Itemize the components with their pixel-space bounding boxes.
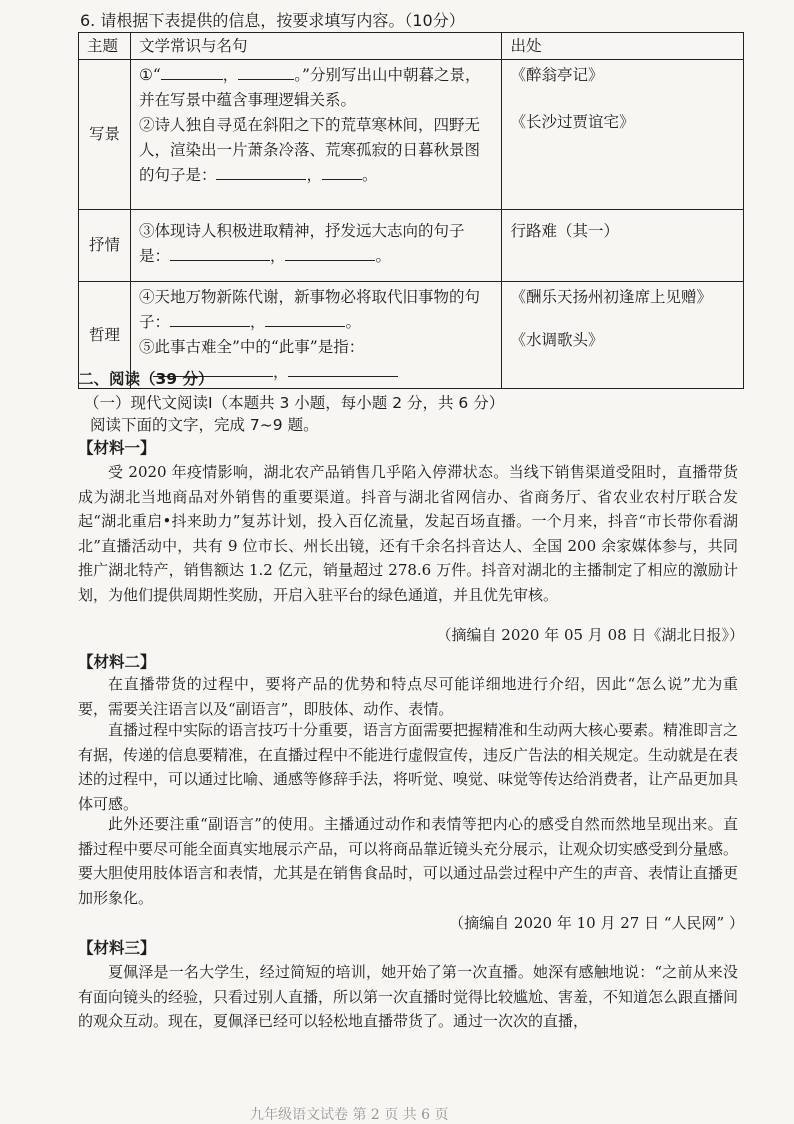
item-3: ③体现诗人积极进取精神，抒发远大志向的句子是： ， 。 [138,222,465,265]
quotes-emotion [130,210,501,282]
table-row-scenery [79,60,744,210]
table-header-row [79,33,744,60]
sources-scenery [502,60,744,210]
theme-philosophy: 哲理 [79,282,131,389]
answer-blank[interactable] [265,311,345,327]
answer-blank[interactable] [288,361,398,377]
subsection-1-heading: （一）现代文阅读Ⅰ（本题共 3 小题，每小题 2 分，共 6 分） [84,394,505,412]
quotes-philosophy: ④天地万物新陈代谢，新事物必将取代旧事物的句子： ， 。 ⑤此事古难全”中的“此事”是指： ， [130,282,501,389]
material-3-title: 【材料三】 [78,939,156,957]
material-1-source: （摘编自 2020 年 05 月 08 日《湖北日报》） [436,626,744,644]
material-2-p3: 此外还要注重“副语言”的使用。主播通过动作和表情等把内心的感受自然而然地呈现出来。直播过程中要尽可能全面真实地展示产品，可以将商品靠近镜头充分展示，让观众切实感受到分量感。要大胆使用肢体语言和表情，尤其是在销售食品时，可以通过品尝过程中产生的声音、表情让直播更加形象化。 [78,815,739,907]
reading-instruction: 阅读下面的文字，完成 7~9 题。 [90,416,319,434]
source-1: 《醉翁亭记》 [510,66,604,84]
material-3-text: 夏佩泽是一名大学生，经过简短的培训，她开始了第一次直播。她深有感触地说：“之前从来没有面向镜头的经验，只看过别人直播，所以第一次直播时觉得比较尴尬、害羞，不知道怎么跟直播间的观众互动。现在，夏佩泽已经可以轻松地直播带货了。通过一次次的直播， [78,963,739,1030]
question-6-heading: 6. 请根据下表提供的信息，按要求填写内容。（10分） [80,11,465,30]
item-4: ④天地万物新陈代谢，新事物必将取代旧事物的句子： ， 。 [138,288,480,331]
item-5: ⑤此事古难全”中的“此事”是指： [138,338,365,356]
material-1-text: 受 2020 年疫情影响，湖北农产品销售几乎陷入停滞状态。当线下销售渠道受阻时，直播带货成为湖北当地商品对外销售的重要渠道。抖音与湖北省网信办、省商务厅、省农业农村厅联合发起“湖北重启•抖来助力”复苏计划，投入百亿流量，发起百场直播。一个月来，抖音“市长带你看湖北”直播活动中，共有 9 位市长、州长出镜，还有千余名抖音达人、全国 200 余家媒体参与，共同推广湖北特产，销售额达 1.2 亿元，销量超过 278.6 万件。抖音对湖北的主播制定了相应的激励计划，为他们提供周期性奖励，开启入驻平台的绿色通道，并且优先审核。 [78,463,738,604]
material-1-title: 【材料一】 [78,439,156,457]
quotes-scenery [130,60,501,210]
answer-blank[interactable] [170,245,270,261]
section-2-heading: 二、阅读（39 分） [78,370,214,388]
header-theme: 主题 [79,33,131,60]
sources-emotion [502,210,744,282]
item-2: ②诗人独自寻觅在斜阳之下的荒草寒林间，四野无人，渲染出一片萧条冷落、荒寒孤寂的日暮秋景图的句子是： ， 。 [138,116,480,184]
header-source: 出处 [502,33,744,60]
page-footer: 九年级语文试卷 第 2 页 共 6 页 [250,1107,449,1123]
sources-philosophy [502,282,744,389]
source-2: 《长沙过贾谊宅》 [510,113,635,131]
theme-emotion: 抒情 [79,210,131,282]
item-1: ①“ ， 。”分别写出山中朝暮之景，并在写景中蕴含事理逻辑关系。 [138,66,481,109]
theme-scenery: 写景 [79,60,131,210]
material-2-p1: 在直播带货的过程中，要将产品的优势和特点尽可能详细地进行介绍，因此“怎么说”尤为重要，需要关注语言以及“副语言”，即肢体、动作、表情。 [78,675,738,718]
answer-blank[interactable] [238,64,294,80]
literature-table [78,32,744,389]
source-4: 《酬乐天扬州初逢席上见赠》 [510,288,712,306]
material-2-p2: 直播过程中实际的语言技巧十分重要，语言方面需要把握精准和生动两大核心要素。精准即言之有据，传递的信息要精准，在直播过程中不能进行虚假宣传，违反广告法的相关规定。生动就是在表述的过程中，可以通过比喻、通感等修辞手法，将听觉、嗅觉、味觉等传达给消费者，让产品更加具体可感。 [78,721,739,813]
material-2-title: 【材料二】 [78,653,156,671]
answer-blank[interactable] [285,245,375,261]
material-2-source: （摘编自 2020 年 10 月 27 日 “人民网” ） [449,914,744,932]
table-row-emotion [79,210,744,282]
answer-blank[interactable] [161,64,223,80]
answer-blank[interactable] [216,164,306,180]
answer-blank[interactable] [322,164,362,180]
answer-blank[interactable] [170,311,250,327]
source-5: 《水调歌头》 [510,331,604,349]
header-quotes: 文学常识与名句 [130,33,501,60]
source-3: 行路难（其一） [510,222,619,240]
